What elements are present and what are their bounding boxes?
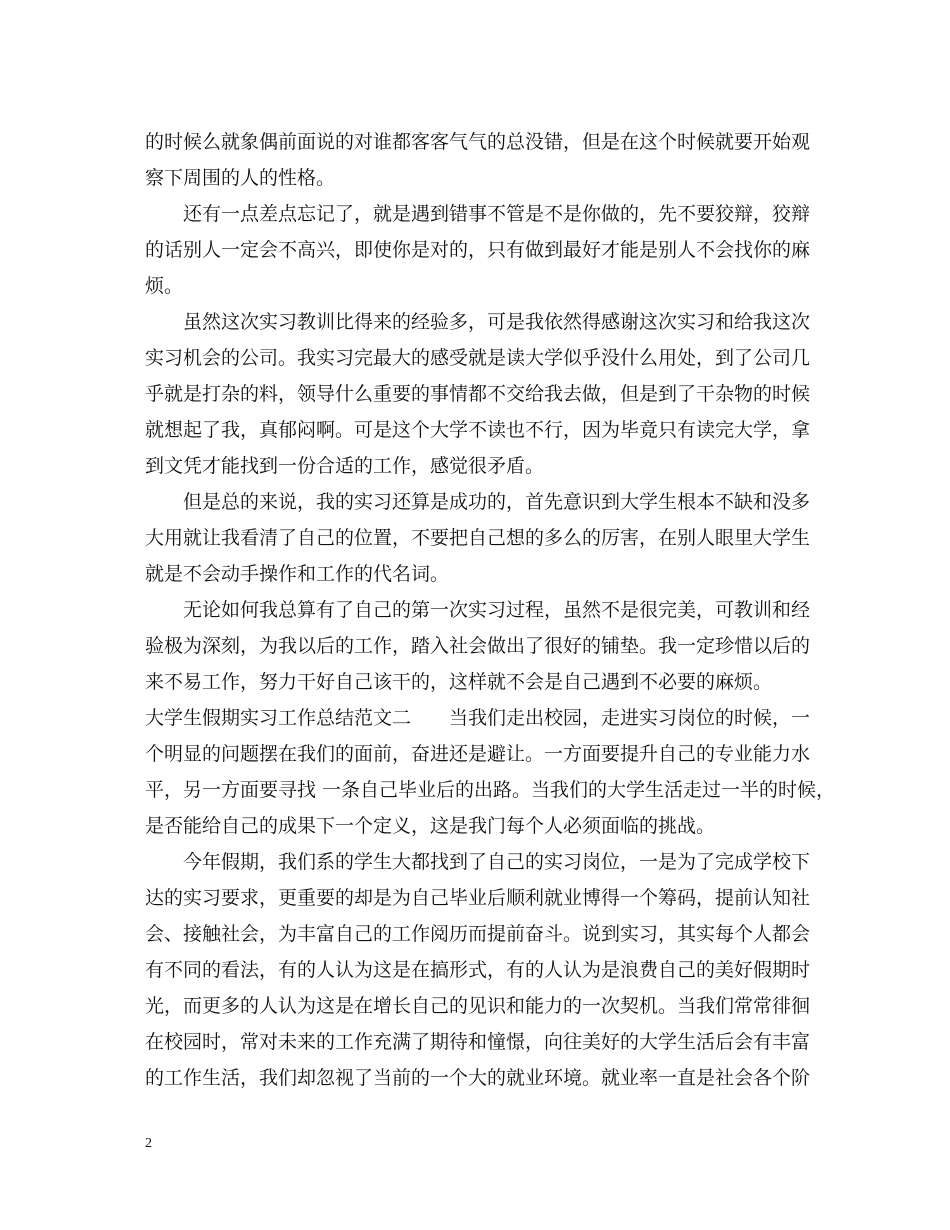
text-line: 会、接触社会，为丰富自己的工作阅历而提前奋斗。说到实习，其实每个人都会 — [145, 923, 811, 945]
text-line: 有不同的看法，有的人认为这是在搞形式，有的人认为是浪费自己的美好假期时 — [145, 959, 811, 981]
text-line: 实习机会的公司。我实习完最大的感受就是读大学似乎没什么用处，到了公司几 — [145, 347, 811, 369]
text-line: 大用就让我看清了自己的位置，不要把自己想的多么的厉害，在别人眼里大学生 — [145, 527, 811, 549]
body-text — [145, 124, 835, 1096]
text-line: 但是总的来说，我的实习还算是成功的，首先意识到大学生根本不缺和没多 — [183, 491, 811, 513]
text-line: 来不易工作，努力干好自己该干的，这样就不会是自己遇到不必要的麻烦。 — [145, 671, 773, 693]
text-line: 到文凭才能找到一份合适的工作，感觉很矛盾。 — [145, 455, 545, 477]
text-line: 的工作生活，我们却忽视了当前的一个大的就业环境。就业率一直是社会各个阶 — [145, 1067, 811, 1089]
text-line: 乎就是打杂的料，领导什么重要的事情都不交给我去做，但是到了干杂物的时候 — [145, 383, 811, 405]
text-line: 今年假期，我们系的学生大都找到了自己的实习岗位，一是为了完成学校下 — [183, 851, 811, 873]
text-line: 在校园时，常对未来的工作充满了期待和憧憬，向往美好的大学生活后会有丰富 — [145, 1031, 811, 1053]
text-line: 烦。 — [145, 275, 184, 297]
text-line: 的话别人一定会不高兴，即使你是对的，只有做到最好才能是别人不会找你的麻 — [145, 239, 811, 261]
text-line: 无论如何我总算有了自己的第一次实习过程，虽然不是很完美，可教训和经 — [183, 599, 811, 621]
text-line: 还有一点差点忘记了，就是遇到错事不管是不是你做的，先不要狡辩，狡辩 — [183, 203, 811, 225]
text-line: 察下周围的人的性格。 — [145, 167, 336, 189]
text-line: 就是不会动手操作和工作的代名词。 — [145, 563, 450, 585]
page-number: 2 — [145, 1136, 152, 1151]
text-line: 验极为深刻，为我以后的工作，踏入社会做出了很好的铺垫。我一定珍惜以后的 — [145, 635, 811, 657]
text-line: 就想起了我，真郁闷啊。可是这个大学不读也不行，因为毕竟只有读完大学，拿 — [145, 419, 811, 441]
text-line: 平，另一方面要寻找 一条自己毕业后的出路。当我们的大学生活走过一半的时候， — [145, 779, 835, 801]
text-line: 个明显的问题摆在我们的面前，奋进还是避让。一方面要提升自己的专业能力水 — [145, 743, 811, 765]
text-line: 的时候么就象偶前面说的对谁都客客气气的总没错，但是在这个时候就要开始观 — [145, 131, 811, 153]
text-line: 大学生假期实习工作总结范文二 当我们走出校园，走进实习岗位的时候，一 — [145, 707, 811, 729]
text-line: 达的实习要求，更重要的却是为自己毕业后顺利就业博得一个筹码，提前认知社 — [145, 887, 811, 909]
text-line: 虽然这次实习教训比得来的经验多，可是我依然得感谢这次实习和给我这次 — [183, 311, 811, 333]
text-line: 是否能给自己的成果下一个定义，这是我门每个人必须面临的挑战。 — [145, 815, 716, 837]
text-line: 光，而更多的人认为这是在增长自己的见识和能力的一次契机。当我们常常徘徊 — [145, 995, 811, 1017]
